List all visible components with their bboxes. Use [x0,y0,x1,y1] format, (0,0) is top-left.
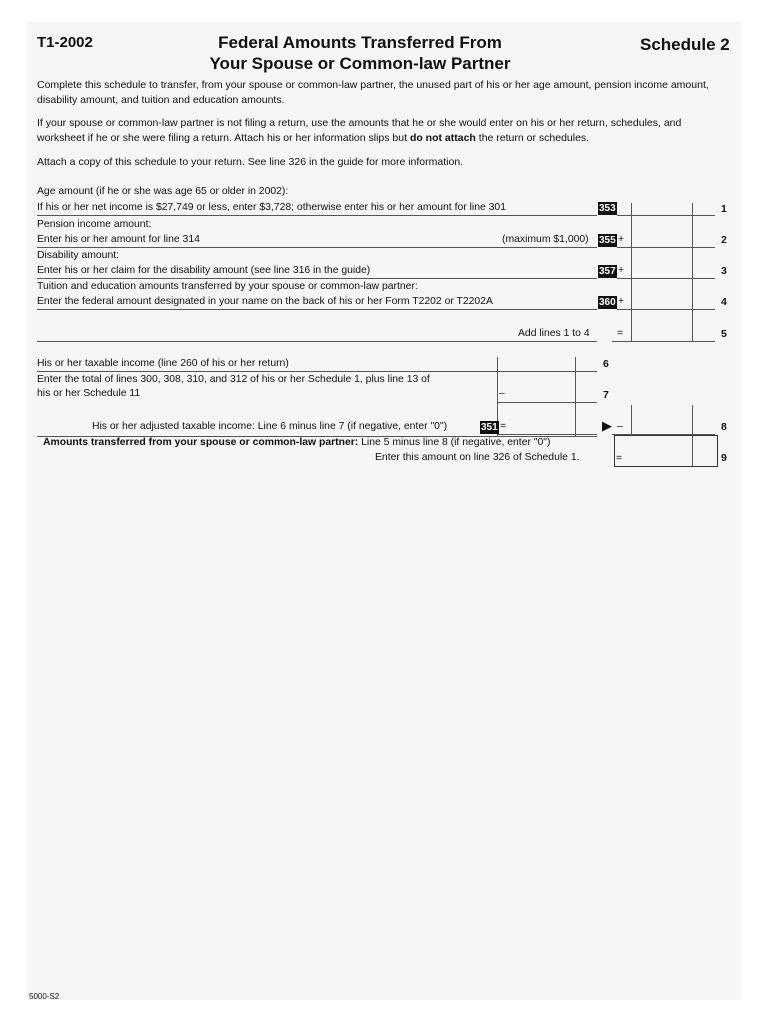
line2-text: Enter his or her amount for line 314 [37,234,200,245]
line8-right-left-rule [631,405,632,435]
form-title [160,32,560,74]
line5-text: Add lines 1 to 4 [518,328,590,339]
line8-operator: = [500,421,507,432]
arrow-right-icon: ▶ [602,418,612,433]
form-id: T1-2002 [37,34,93,51]
line1-heading: Age amount (if he or she was age 65 or older in 2002): [37,186,289,197]
intro-paragraph-1: Complete this schedule to transfer, from your spouse or common-law partner, the unused part of his or her age amount, pension income amount, disability amount, and tuition and education amounts. [37,79,709,106]
line8-code: 351 [481,422,498,433]
line4-rule [37,309,597,310]
line3-operator: + [618,265,625,276]
line4-amount-field[interactable] [617,309,715,310]
line8-number: 8 [721,421,727,433]
line4-code: 360 [599,297,616,308]
title-line-2: Your Spouse or Common-law Partner [209,54,511,73]
line7-text-2: his or her Schedule 11 [37,388,141,399]
line2-number: 2 [721,234,727,246]
line9-amount-box[interactable] [614,435,718,467]
line2-code: 355 [599,235,616,246]
middle-column-cents-rule [575,357,576,437]
line5-number: 5 [721,328,727,340]
line7-number: 7 [603,389,609,401]
line2-heading: Pension income amount: [37,219,152,230]
line2-note: (maximum $1,000) [502,234,589,245]
line9-operator: = [616,453,623,464]
line4-number: 4 [721,296,727,308]
line5-rule [37,341,597,342]
line1-code: 353 [599,203,616,214]
line2-amount-field[interactable] [617,247,715,248]
line8-operator-right: – [617,421,623,432]
line8-amount-field[interactable] [497,434,597,435]
line8-text: His or her adjusted taxable income: Line 6 minus line 7 (if negative, enter "0") [92,421,448,432]
intro-p2-text: If your spouse or common-law partner is not filing a return, use the amounts that he or she would enter on his or her return, schedules, and worksheet if he or she were filing a return. Attach his or her information slips but [37,117,682,144]
line7-operator: – [499,388,505,399]
line4-heading: Tuition and education amounts transferred by your spouse or common-law partner: [37,281,418,292]
line7-text-1: Enter the total of lines 300, 308, 310, and 312 of his or her Schedule 1, plus line 13 of [37,374,430,385]
line3-amount-field[interactable] [617,278,715,279]
footer-form-code: 5000-S2 [29,992,60,1001]
schedule-label: Schedule 2 [640,35,730,54]
line4-operator: + [618,296,625,307]
line3-code: 357 [599,266,616,277]
line3-number: 3 [721,265,727,277]
line9-bold: Amounts transferred from your spouse or common-law partner: [43,437,359,448]
intro-paragraph-2 [37,116,727,146]
amount-column-cents-rule [692,203,693,341]
line9-rest: Line 5 minus line 8 (if negative, enter "0") [358,437,551,448]
line5-operator: = [617,328,624,339]
line9-number: 9 [721,452,727,464]
line3-rule [37,278,597,279]
line3-heading: Disability amount: [37,250,120,261]
intro-p2-bold: do not attach [409,132,476,144]
line6-number: 6 [603,358,609,370]
line5-amount-field[interactable] [612,341,715,342]
line1-text: If his or her net income is $27,749 or less, enter $3,728; otherwise enter his or her amount for line 301 [37,202,506,213]
intro-p2-end: the return or schedules. [475,132,590,144]
line1-amount-field[interactable] [617,215,715,216]
line9-instruction: Enter this amount on line 326 of Schedule 1. [375,452,580,463]
line6-rule [37,371,597,372]
line4-text: Enter the federal amount designated in your name on the back of his or her Form T2202 or T2202A [37,296,493,307]
line3-text: Enter his or her claim for the disability amount (see line 316 in the guide) [37,265,371,276]
line9-cents-rule [692,436,693,466]
title-line-1: Federal Amounts Transferred From [218,33,502,52]
line7-amount-field[interactable] [497,402,597,403]
amount-column-left-rule [631,203,632,341]
intro-paragraph-3: Attach a copy of this schedule to your return. See line 326 in the guide for more information. [37,156,464,168]
line2-rule [37,247,597,248]
line9-top-rule [37,436,597,437]
line2-operator: + [618,234,625,245]
line1-number: 1 [721,203,727,215]
line1-rule [37,215,597,216]
line9-text [43,437,550,448]
line8-right-cents-rule [692,405,693,435]
line6-text: His or her taxable income (line 260 of his or her return) [37,358,289,369]
